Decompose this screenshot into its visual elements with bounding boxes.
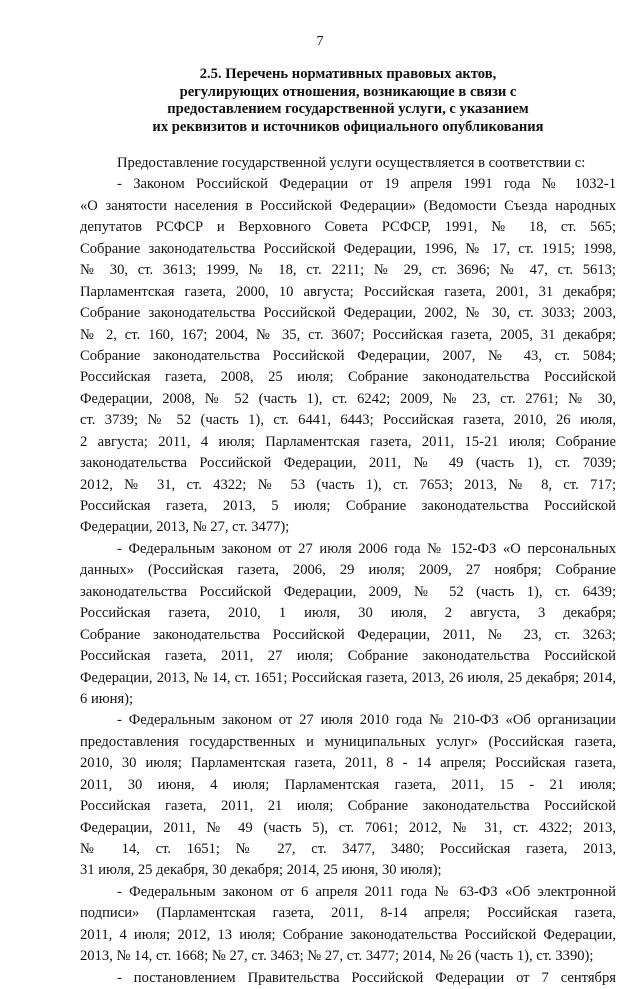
text-line: 31 июля, 25 декабря, 30 декабря; 2014, 25 июня, 30 июля);: [80, 862, 442, 879]
text-line: Федерации, 2013, № 14, ст. 1651; Российская газета, 2013, 26 июля, 25 декабря; 2014,: [80, 669, 616, 686]
text-line: законодательства Российской Федерации, 2009, № 52 (часть 1), ст. 6439;: [80, 583, 616, 600]
text-line: - Законом Российской Федерации от 19 апреля 1991 года № 1032-1: [117, 176, 616, 193]
text-line: № 30, ст. 3613; 1999, № 18, ст. 2211; № 29, ст. 3696; № 47, ст. 5613;: [80, 262, 616, 279]
text-line: 2011, 4 июля; 2012, 13 июля; Собрание законодательства Российской Федерации,: [80, 926, 616, 943]
text-line: Собрание законодательства Российской Федерации, 1996, № 17, ст. 1915; 1998,: [80, 240, 616, 257]
text-line: - Федеральным законом от 6 апреля 2011 года № 63-ФЗ «Об электронной: [117, 883, 616, 900]
text-line: № 2, ст. 160, 167; 2004, № 35, ст. 3607; Российская газета, 2005, 31 декабря;: [80, 326, 616, 343]
text-line: - Федеральным законом от 27 июля 2006 года № 152-ФЗ «О персональных: [117, 540, 616, 557]
text-line: Собрание законодательства Российской Федерации, 2011, № 23, ст. 3263;: [80, 626, 616, 643]
text-line: Собрание законодательства Российской Федерации, 2002, № 30, ст. 3033; 2003,: [80, 305, 616, 322]
text-line: 2013, № 14, ст. 1668; № 27, ст. 3463; № 27, ст. 3477; 2014, № 26 (часть 1), ст. 3390);: [80, 948, 594, 965]
text-line: законодательства Российской Федерации, 2011, № 49 (часть 1), ст. 7039;: [80, 455, 616, 472]
text-line: 2 августа; 2011, 4 июля; Парламентская газета, 2011, 15-21 июля; Собрание: [80, 433, 616, 450]
text-line: Парламентская газета, 2000, 10 августа; Российская газета, 2001, 31 декабря;: [80, 283, 616, 300]
text-line: Российская газета, 2011, 27 июля; Собрание законодательства Российской: [80, 648, 616, 665]
text-line: 2011, 30 июня, 4 июля; Парламентская газета, 2011, 15 - 21 июля;: [80, 776, 616, 793]
text-line: Федерации, 2013, № 27, ст. 3477);: [80, 519, 290, 536]
document-body: [80, 153, 616, 989]
heading-line: их реквизитов и источников официального опубликования: [152, 118, 544, 135]
text-line: ст. 3739; № 52 (часть 1), ст. 6441, 6443; Российская газета, 2010, 26 июля,: [80, 412, 616, 429]
text-line: Российская газета, 2010, 1 июля, 30 июля, 2 августа, 3 декабря;: [80, 605, 616, 622]
text-line: Собрание законодательства Российской Федерации, 2007, № 43, ст. 5084;: [80, 347, 616, 364]
text-line: 2012, № 31, ст. 4322; № 53 (часть 1), ст. 7653; 2013, № 8, ст. 717;: [80, 476, 616, 493]
text-line: - постановлением Правительства Российской Федерации от 7 сентября: [117, 969, 616, 986]
heading-line: 2.5. Перечень нормативных правовых актов,: [199, 66, 497, 82]
text-line: депутатов РСФСР и Верховного Совета РСФСР, 1991, № 18, ст. 565;: [80, 219, 616, 236]
page-number: 7: [316, 34, 324, 49]
text-line: Российская газета, 2013, 5 июля; Собрание законодательства Российской: [80, 498, 616, 514]
text-line: подписи» (Парламентская газета, 2011, 8-14 апреля; Российская газета,: [80, 905, 616, 922]
text-line: - Федеральным законом от 27 июля 2010 года № 210-ФЗ «Об организации: [117, 712, 616, 729]
text-line: 6 июня);: [80, 690, 134, 707]
text-line: Федерации, 2011, № 49 (часть 5), ст. 7061; 2012, № 31, ст. 4322; 2013,: [80, 819, 616, 836]
text-line: Федерации, 2008, № 52 (часть 1), ст. 6242; 2009, № 23, ст. 2761; № 30,: [80, 390, 616, 407]
text-line: Российская газета, 2008, 25 июля; Собрание законодательства Российской: [80, 369, 616, 386]
text-line: 2010, 30 июля; Парламентская газета, 2011, 8 - 14 апреля; Российская газета,: [80, 755, 616, 772]
heading-line: регулирующих отношения, возникающие в связи с: [179, 83, 517, 100]
heading-line: предоставлением государственной услуги, с указанием: [167, 101, 529, 117]
section-heading: [80, 66, 616, 136]
text-line: Российская газета, 2011, 21 июля; Собрание законодательства Российской: [80, 798, 616, 815]
text-line: «О занятости населения в Российской Федерации» (Ведомости Съезда народных: [80, 197, 616, 214]
text-line: предоставления государственных и муниципальных услуг» (Российская газета,: [80, 733, 616, 750]
text-line: № 14, ст. 1651; № 27, ст. 3477, 3480; Российская газета, 2013,: [80, 841, 616, 857]
intro-line: Предоставление государственной услуги осуществляется в соответствии с:: [117, 155, 586, 171]
text-line: данных» (Российская газета, 2006, 29 июля; 2009, 27 ноября; Собрание: [80, 562, 616, 579]
